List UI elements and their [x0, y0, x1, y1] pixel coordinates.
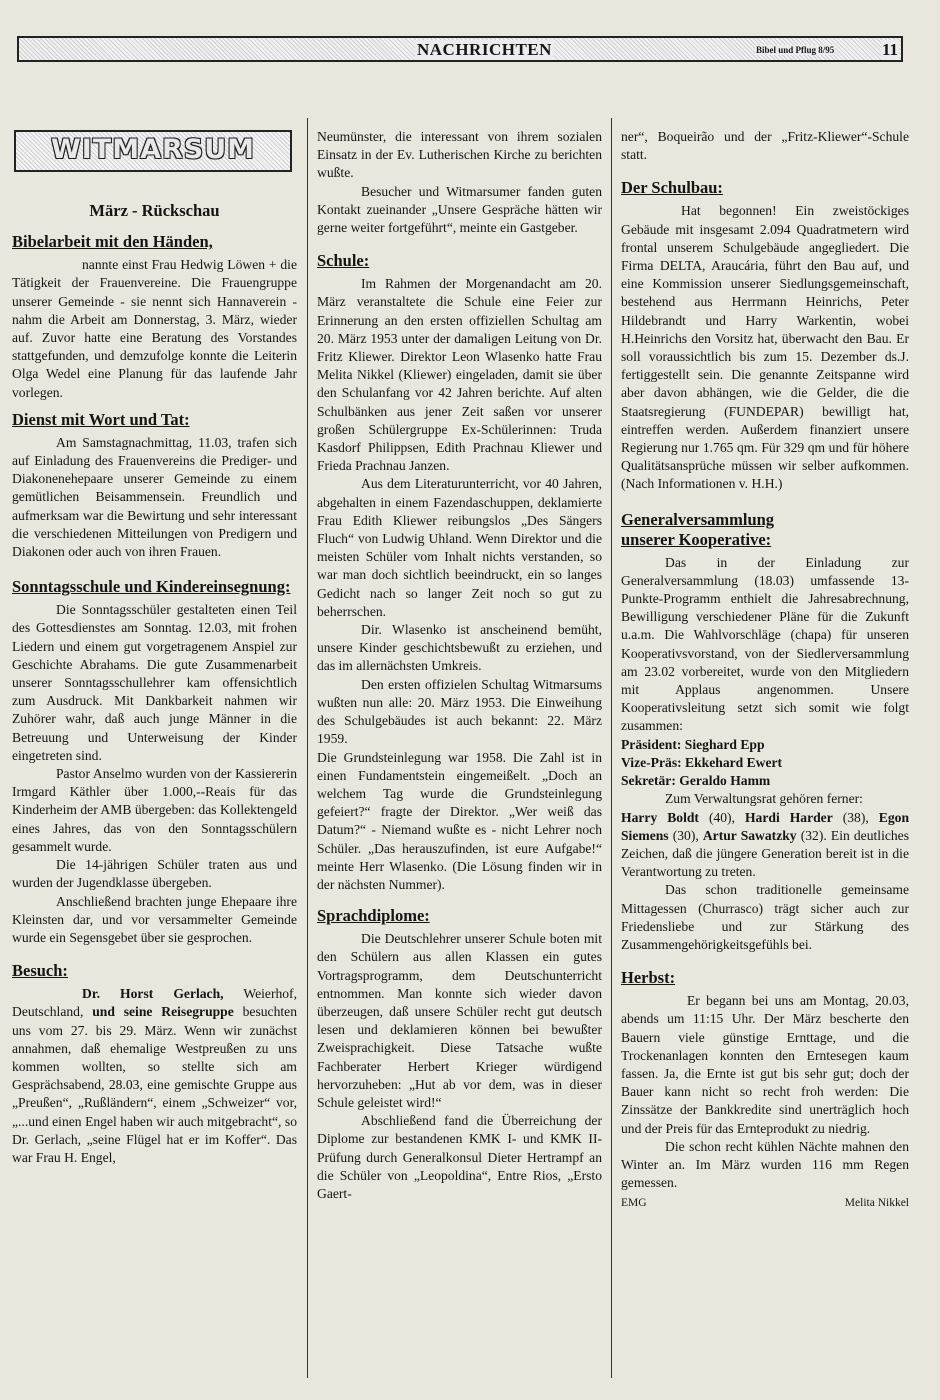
column-divider — [611, 118, 612, 1378]
heading-besuch: Besuch: — [12, 961, 68, 981]
magazine-name: Bibel und Pflug — [756, 45, 817, 55]
paragraph: Die Grundsteinlegung war 1958. Die Zahl ist in einen Fundamentstein eingemeißelt. „Doch an welchem Tag wurde die Grundsteinlegung gefeiert?“ fragte der Direktor. „Wer weiß das Datum?“ - Niemand wußte es - nicht Lehrer noch Schüler. „Das herauszufinden, ist eure Aufgabe!“ meinte Herr Wlasenko. (Die Lösung finden wir in der nächsten Nummer). — [317, 749, 602, 892]
paragraph: Das in der Einladung zur Generalversammlung (18.03) umfassende 13-Punkte-Programm enthielt die Jahresabrechnung, Bewilligung verschiedener Pläne für die Zukunft u.a.m. Die Wahlvorschläge (chapa) für unseren Kooperativsvorstand, von der Siedlerversammlung am 23.02 vorbereitet, wurde von den Mitgliedern mit Applaus angenommen. Unsere Kooperativsleitung setzt sich somit wie folgt zusammen: — [621, 554, 909, 734]
officer-secretary: Sekretär: Geraldo Hamm — [621, 773, 771, 789]
column-1 — [12, 128, 297, 1167]
issue-number: 8/95 — [818, 45, 835, 55]
page-number: 11 — [882, 40, 899, 59]
paragraph: Hat begonnen! Ein zweistöckiges Gebäude mit insgesamt 2.094 Quadratmetern wird frontal unserem Schulgebäude angegliedert. Die Firma DELTA, Araucária, führt den Bau auf, und eine Kommission unserer Siedlungsgemeinschaft, bestehend aus Herrmann Heinrichs, Peter Hildebrandt und Harry Warkentin, wobei H.Heinrichs den Vorsitz hat, überwacht den Bau. Er soll voraussichtlich bis zum 15. Dezember ds.J. fertiggestellt sein. Die genannte Zeitspanne wird aber davon abhängen, wie die Gelder, die die Staatsregierung (FUNDEPAR) bewilligt hat, eintreffen werden. Außerdem finanziert unsere Regierung nur 1.765 qm. Für 329 qm und für höhere Qualitätsansprüche müssen wir selber aufkommen. (Nach Informationen v. H.H.) — [621, 203, 909, 492]
signature-initials: EMG — [621, 1197, 647, 1210]
heading-sonntagsschule: Sonntagsschule und Kindereinsegnung: — [12, 577, 291, 597]
board-member: Artur Sawatzky — [702, 827, 797, 843]
board-member-age: (40), — [698, 809, 745, 825]
paragraph: Er begann bei uns am Montag, 20.03, abends um 11:15 Uhr. Der März bescherte den Bauern viele günstige Ernttage, und die Trockenanlagen konnten den Erntesegen kaum fassen. Ja, die Ernte ist gut bis sehr gut; doch der Bauer kann nicht so recht froh werden: Die Zinssätze der Bankkredite sind unerträglich hoch und der Preis für das Ernteprodukt zu niedrig. — [621, 993, 909, 1136]
board-member: Harry Boldt — [621, 809, 699, 825]
paragraph: Die schon recht kühlen Nächte mahnen den Winter an. Im März wurden 116 mm Regen gemessen. — [621, 1138, 909, 1191]
board-member-age: (38), — [832, 809, 879, 825]
column-2 — [317, 128, 602, 1203]
officer-president: Präsident: Sieghard Epp — [621, 736, 765, 752]
paragraph: Aus dem Literaturunterricht, vor 40 Jahren, abgehalten in einem Fazendaschuppen, deklamierte Frau Edith Kliewer reibungslos „Des Sängers Fluch“ von Ludwig Uhland. Wenn Direktor und die meisten Schüler vom Inhalt nichts verstanden, so war man doch sichtlich beeindruckt, ein so langes Gedicht nach so langer Zeit noch so gut zu beherrschen. — [317, 476, 602, 619]
paragraph: Die 14-jährigen Schüler traten aus und wurden der Jugendklasse übergeben. — [12, 857, 297, 891]
column-divider — [307, 118, 308, 1378]
heading-schulbau: Der Schulbau: — [621, 178, 723, 198]
heading-sprachdiplome: Sprachdiplome: — [317, 906, 430, 926]
paragraph: Neumünster, die interessant von ihrem sozialen Einsatz in der Ev. Lutherischen Kirche zu berichten wußte. — [317, 129, 602, 181]
heading-line-2: unserer Kooperative: — [621, 529, 772, 549]
officer-vice: Vize-Präs: Ekkehard Ewert — [621, 754, 783, 770]
paragraph — [12, 985, 297, 1167]
board-comment: Ein deutliches Zeichen, daß die jüngere Generation bereit ist in die Verantwortung zu treten. — [621, 827, 909, 880]
paragraph: Am Samstagnachmittag, 11.03, trafen sich auf Einladung des Frauenvereins die Prediger- und Diakonenehepaare unserer Gemeinde zu einem gemütlichen Beisammensein. Freundlich und aufmerksam war die Bewirtung und sehr interessant die verschiedenen Mitteilungen von Predigern und Diakonen oder auch von ihren Frauen. — [12, 434, 297, 560]
board-member: Hardi Harder — [744, 809, 833, 825]
signature-author: Melita Nikkel — [844, 1197, 909, 1210]
board-members — [621, 809, 909, 882]
paragraph: Anschließend brachten junge Ehepaare ihre Kleinsten dar, und vor versammelter Gemeinde wurde ein Segensgebet über sie gesprochen. — [12, 893, 297, 945]
visit-text: besuchten uns vom 27. bis 29. März. Wenn wir zunächst annahmen, daß ehemalige Westpreußen zu uns kommen wollten, so stellte sich am Gesprächsabend, 28.03, eine gemischte Gruppe aus „Preußen“, „Rußländern“, einem „Schweizer“ vor, „...und einen Engel haben wir auch mitgebracht“, so Dr. Gerlach, „seine Flügel hat er im Koffer“. Das war Frau H. Engel, — [12, 1004, 297, 1165]
paragraph: Die Sonntagsschüler gestalteten einen Teil des Gottesdienstes am Sonntag. 12.03, mit frohen Liedern und einem gut vorgetragenem Anspiel zur Geschichte Abrahams. Die gute Zusammenarbeit unserer Sonntagsschullehrer kam offensichtlich zum Ausdruck. Mit Dankbarkeit nahmen wir Zuhörer wahr, daß auch junge Männer in die Betreuung und Unterweisung der Kinder eingetreten sind. — [12, 602, 297, 763]
heading-schule: Schule: — [317, 251, 370, 271]
paragraph: Das schon traditionelle gemeinsame Mittagessen (Churrasco) trägt sicher auch zur Friedensliebe und zur Stärkung des Zusammengehörigkeitsgefühls bei. — [621, 882, 909, 952]
page-header — [17, 36, 903, 62]
paragraph: Besucher und Witmarsumer fanden guten Kontakt zueinander „Unsere Gespräche hätten wir gerne weiter fortgeführt“, meinte ein Gastgeber. — [317, 183, 602, 236]
paragraph: ner“, Boqueirão und der „Fritz-Kliewer“-Schule statt. — [621, 129, 909, 163]
heading-generalversammlung — [621, 510, 909, 550]
column-3 — [621, 128, 909, 1213]
paragraph: Den ersten offizielen Schultag Witmarsums wußten nun alle: 20. März 1953. Die Einweihung des Schulgebäudes ist auch bekannt: 22. März 1959. — [317, 676, 602, 747]
section-title: NACHRICHTEN — [417, 40, 552, 59]
paragraph: Pastor Anselmo wurden von der Kassiererin Irmgard Käthler über 1.000,--Reais für das Kinderheim der AMB übergeben: das Kollektengeld eines Jahres, das von den Sonntagsschülern gesammelt wurde. — [12, 766, 297, 854]
board-member-age: (30), — [668, 827, 703, 843]
paragraph: Dir. Wlasenko ist anscheinend bemüht, unsere Kinder geschichtsbewußt zu erziehen, und das im allernächsten Umkreis. — [317, 622, 602, 674]
visitor-place: Weierhof, Deutschland, — [12, 986, 297, 1020]
paragraph: Im Rahmen der Morgenandacht am 20. März veranstaltete die Schule eine Feier zur Erinnerung an den ersten offiziellen Schultag am 20. März 1953 unter der damaligen Leitung von Dr. Fritz Kliewer. Direktor Leon Wlasenko hatte Frau Melita Nikkel (Kliewer) eingeladen, damit sie über den Schulanfang vor 42 Jahren berichte. Auf alten Schulbänken aus jener Zeit saßen vor unserer großen Schülergruppe Ex-Schülerinnen: Truda Kasdorf Philippsen, Edith Prachnau Kliewer und Frieda Prachnau Janzen. — [317, 276, 602, 474]
paragraph: nannte einst Frau Hedwig Löwen + die Tätigkeit der Frauenvereine. Die Frauengruppe unserer Gemeinde - sie nennt sich Hannaverein - nahm die Arbeit am Donnerstag, 3. März, wieder auf. Zuvor hatte eine Beratung des Vorstandes stattgefunden, und demzufolge konnte die Leiterin Olga Wedel eine Planung für das laufende Jahr vorlegen. — [12, 257, 297, 400]
heading-herbst: Herbst: — [621, 968, 676, 988]
paragraph: Zum Verwaltungsrat gehören ferner: — [665, 791, 863, 807]
location-banner: WITMARSUM — [14, 130, 292, 172]
visitor-group: und seine Reisegruppe — [92, 1004, 234, 1020]
heading-line-1: Generalversammlung — [621, 509, 775, 529]
board-member-age: (32). — [796, 827, 827, 843]
heading-bibelarbeit: Bibelarbeit mit den Händen, — [12, 232, 213, 252]
visitor-name: Dr. Horst Gerlach, — [82, 986, 224, 1002]
heading-dienst: Dienst mit Wort und Tat: — [12, 409, 190, 429]
paragraph: Die Deutschlehrer unserer Schule boten mit den Schülern aus allen Klassen ein gutes Vortragsprogramm, dem Deutschunterricht entnommen. Man konnte sich wieder davon überzeugen, daß unsere Schüler recht gut deutsch lesen und deklamieren können bei bewußter Zweisprachigkeit. Diese Tatsache wußte Fachberater Herbert Krieger würdigend hervorzuheben: „Hut ab vor dem, was in dieser Schule geleistet wird!“ — [317, 931, 602, 1110]
signature-row — [621, 1194, 909, 1212]
article-subtitle: März - Rückschau — [89, 201, 220, 220]
paragraph: Abschließend fand die Überreichung der Diplome zur bestandenen KMK I- und KMK II- Prüfung durch Generalkonsul Dieter Hertrampf an die Schüler von „Leopoldina“, Entre Rios, „Ersto Gaert- — [317, 1113, 602, 1201]
board-member: Egon Siemens — [621, 809, 910, 843]
magazine-issue — [755, 45, 835, 55]
